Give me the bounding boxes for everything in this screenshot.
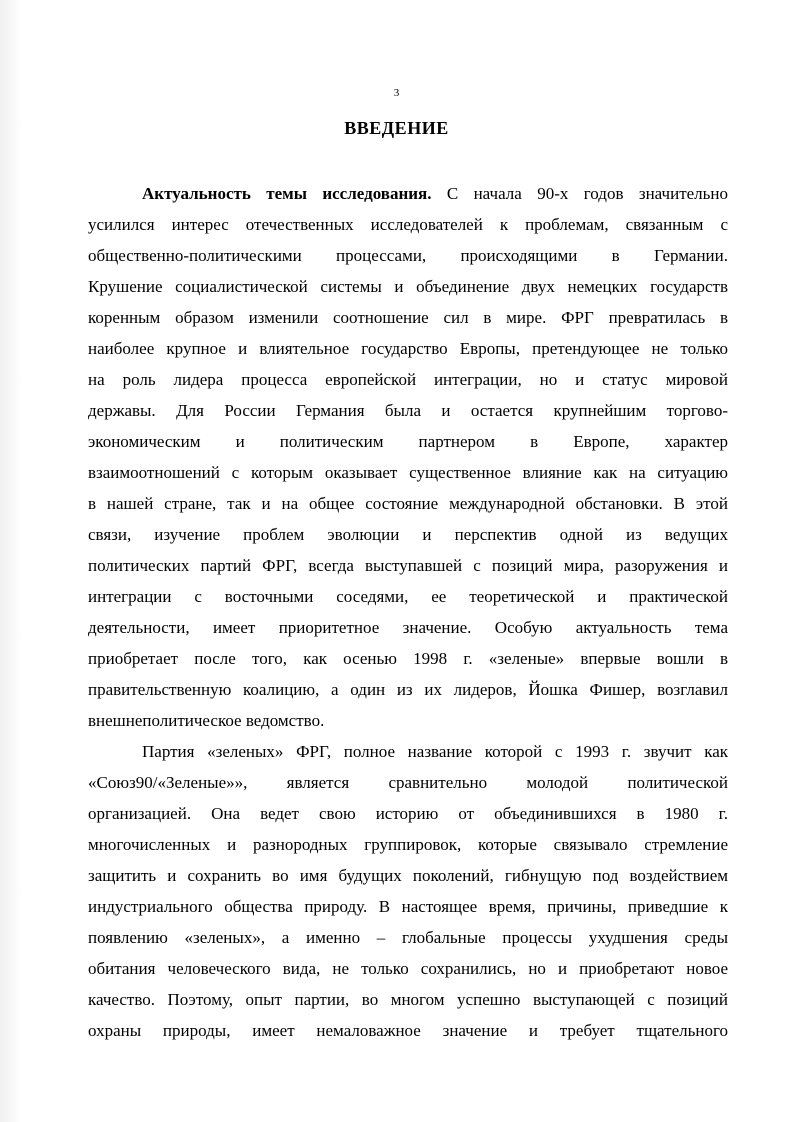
paragraph-line: экономическим и политическим партнером в Европе, характер [88, 432, 728, 451]
paragraph-line: интеграции с восточными соседями, ее теоретической и практической [88, 587, 728, 606]
paragraph-line: качество. Поэтому, опыт партии, во многом успешно выступающей с позиций [88, 990, 728, 1009]
paragraph-line: наиболее крупное и влиятельное государство Европы, претендующее не только [88, 339, 728, 358]
paragraph-line: защитить и сохранить во имя будущих поколений, гибнущую под воздействием [88, 866, 728, 885]
paragraph-line: индустриального общества природу. В настоящее время, причины, приведшие к [88, 897, 728, 916]
paragraph-line: организацией. Она ведет свою историю от объединившихся в 1980 г. [88, 804, 728, 823]
paragraph-line: появлению «зеленых», а именно – глобальные процессы ухудшения среды [88, 928, 728, 947]
lead-phrase: Актуальность темы исследования. [142, 184, 432, 203]
paragraph-line: коренным образом изменили соотношение сил в мире. ФРГ превратилась в [88, 308, 728, 327]
section-heading: ВВЕДЕНИЕ [344, 118, 449, 138]
paragraph-line: приобретает после того, как осенью 1998 г. «зеленые» впервые вошли в [88, 649, 728, 668]
paragraph-line: внешнеполитическое ведомство. [88, 711, 325, 730]
paragraph-line: «Союз90/«Зеленые»», является сравнительно молодой политической [88, 773, 728, 792]
paragraph-line: на роль лидера процесса европейской интеграции, но и статус мировой [88, 370, 728, 389]
paragraph-line: деятельности, имеет приоритетное значение. Особую актуальность тема [88, 618, 728, 637]
paragraph-1-line-1 [88, 178, 728, 209]
paragraph-line: многочисленных и разнородных группировок, которые связывало стремление [88, 835, 728, 854]
first-line-rest: С начала 90-х годов значительно [431, 184, 728, 203]
paragraph-line: связи, изучение проблем эволюции и перспектив одной из ведущих [88, 525, 728, 544]
paragraph-line: державы. Для России Германия была и остается крупнейшим торгово- [88, 401, 728, 420]
paragraph-line: взаимоотношений с которым оказывает существенное влияние как на ситуацию [88, 463, 728, 482]
paragraph-line: общественно-политическими процессами, происходящими в Германии. [88, 246, 728, 265]
paragraph-2-line-1: Партия «зеленых» ФРГ, полное название которой с 1993 г. звучит как [142, 742, 728, 761]
page-number: 3 [393, 87, 400, 99]
paragraph-line: обитания человеческого вида, не только сохранились, но и приобретают новое [88, 959, 728, 978]
body-text [88, 178, 728, 1046]
paragraph-line: правительственную коалицию, а один из их лидеров, Йошка Фишер, возглавил [88, 680, 728, 699]
scan-edge-shadow [0, 0, 22, 1122]
paragraph-line: в нашей стране, так и на общее состояние международной обстановки. В этой [88, 494, 728, 513]
paragraph-line: усилился интерес отечественных исследователей к проблемам, связанным с [88, 215, 728, 234]
paragraph-line: политических партий ФРГ, всегда выступавшей с позиций мира, разоружения и [88, 556, 728, 575]
paragraph-line: Крушение социалистической системы и объединение двух немецких государств [88, 277, 728, 296]
paragraph-line: охраны природы, имеет немаловажное значение и требует тщательного [88, 1021, 728, 1040]
